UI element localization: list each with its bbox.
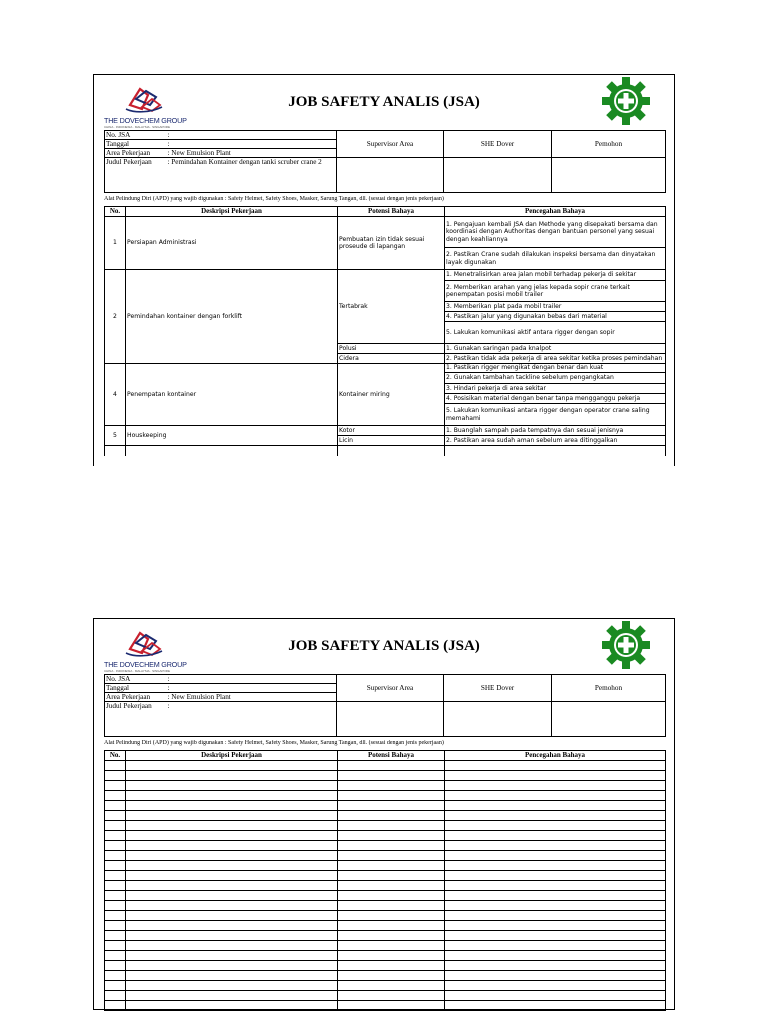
step-description: Penempatan kontainer xyxy=(126,364,338,426)
jsa-form-filled xyxy=(93,74,675,466)
step-number-input[interactable] xyxy=(105,971,126,981)
step-description-input[interactable] xyxy=(126,981,338,991)
column-header: Pencegahan Bahaya xyxy=(445,751,666,761)
step-description-input[interactable] xyxy=(126,821,338,831)
field-value-input[interactable]: : New Emulsion Plant xyxy=(167,693,337,702)
column-header: Deskripsi Pekerjaan xyxy=(126,751,338,761)
control-measure-input[interactable] xyxy=(445,1001,666,1011)
control-measure-input[interactable] xyxy=(445,931,666,941)
hazard-cell-input[interactable] xyxy=(338,781,445,791)
control-measure-input[interactable] xyxy=(445,831,666,841)
control-measure-input[interactable] xyxy=(445,921,666,931)
form-title: JOB SAFETY ANALIS (JSA) xyxy=(288,638,480,654)
table-row xyxy=(105,891,666,901)
step-description-input[interactable] xyxy=(126,841,338,851)
control-measure-input[interactable] xyxy=(445,991,666,1001)
hazard-cell-input[interactable] xyxy=(338,951,445,961)
step-number-input[interactable] xyxy=(105,811,126,821)
control-measure: 1. Pengajuan kembali JSA dan Methode yang disepakati bersama dan koordinasi dengan Authoritas dengan bantuan personel yang sesuai dengan keahliannya xyxy=(445,217,666,248)
table-row xyxy=(105,851,666,861)
apd-note: Alat Pelindung Diri (APD) yang wajib digunakan : Safety Helmet, Safety Shoes, Masker, Sarung Tangan, dll. (sesuai dengan jenis pekerjaan) xyxy=(104,196,444,202)
signatory-supervisor-label: Supervisor Area xyxy=(337,675,444,702)
control-measure-input[interactable] xyxy=(445,951,666,961)
table-row xyxy=(105,931,666,941)
step-description-input[interactable] xyxy=(126,1001,338,1011)
hazard-cell: Polusi xyxy=(338,344,445,354)
step-description-input[interactable] xyxy=(126,871,338,881)
logo-tagline: CHINA · INDONESIA · MALAYSIA · SINGAPORE xyxy=(104,669,170,673)
control-measure-input[interactable] xyxy=(445,861,666,871)
step-number-input[interactable] xyxy=(105,871,126,881)
control-measure-input[interactable] xyxy=(445,961,666,971)
signature-box-pemohon[interactable] xyxy=(552,158,666,193)
step-description-input[interactable] xyxy=(126,971,338,981)
step-number-input[interactable] xyxy=(105,991,126,1001)
step-description-input[interactable] xyxy=(126,961,338,971)
dovechem-emblem-icon xyxy=(122,629,166,659)
job-steps-table xyxy=(104,206,666,456)
step-number-input[interactable] xyxy=(105,791,126,801)
step-number: 5 xyxy=(105,426,126,446)
table-row xyxy=(105,761,666,771)
step-description-input[interactable] xyxy=(126,801,338,811)
safety-gear-cross-icon xyxy=(601,76,651,126)
step-number-input[interactable] xyxy=(105,891,126,901)
hazard-cell-input[interactable] xyxy=(338,841,445,851)
apd-note: Alat Pelindung Diri (APD) yang wajib digunakan : Safety Helmet, Safety Shoes, Masker, Sarung Tangan, dll. (sesuai dengan jenis pekerjaan) xyxy=(104,740,444,746)
column-header: Pencegahan Bahaya xyxy=(445,207,666,217)
table-row xyxy=(105,871,666,881)
step-description-input[interactable] xyxy=(126,891,338,901)
signature-box-pemohon[interactable] xyxy=(552,702,666,737)
table-row xyxy=(105,781,666,791)
hazard-cell-input[interactable] xyxy=(338,901,445,911)
control-measure-input[interactable] xyxy=(445,871,666,881)
company-logo xyxy=(104,629,194,677)
hazard-cell-input[interactable] xyxy=(338,871,445,881)
hazard-cell-input[interactable] xyxy=(338,941,445,951)
step-description-input[interactable] xyxy=(126,761,338,771)
dovechem-emblem-icon xyxy=(122,85,166,115)
table-row xyxy=(105,811,666,821)
field-value-input[interactable]: : xyxy=(167,131,337,140)
job-steps-table xyxy=(104,750,666,1011)
control-measure-input[interactable] xyxy=(445,761,666,771)
control-measure-input[interactable] xyxy=(445,891,666,901)
step-description-input[interactable] xyxy=(126,991,338,1001)
signatory-pemohon-label: Pemohon xyxy=(552,131,666,158)
field-label: Area Pekerjaan xyxy=(105,149,167,158)
control-measure: 1. Pastikan rigger mengikat dengan benar dan kuat xyxy=(445,364,666,373)
field-value-input[interactable]: : New Emulsion Plant xyxy=(167,149,337,158)
step-description-input[interactable] xyxy=(126,951,338,961)
field-label: Tanggal xyxy=(105,140,167,149)
column-header: Potensi Bahaya xyxy=(338,207,445,217)
step-description-input[interactable] xyxy=(126,901,338,911)
hazard-cell-input[interactable] xyxy=(338,991,445,1001)
hazard-cell-input[interactable] xyxy=(338,921,445,931)
control-measure-input[interactable] xyxy=(445,791,666,801)
control-measure: 4. Pastikan jalur yang digunakan bebas dari material xyxy=(445,312,666,322)
step-description-input[interactable] xyxy=(126,811,338,821)
hazard-cell-input[interactable] xyxy=(338,761,445,771)
column-header: Potensi Bahaya xyxy=(338,751,445,761)
control-measure: 5. Lakukan komunikasi aktif antara rigger dengan sopir xyxy=(445,322,666,344)
control-measure-input[interactable] xyxy=(445,821,666,831)
step-number: 2 xyxy=(105,270,126,364)
signature-box-she[interactable] xyxy=(444,158,552,193)
step-number-input[interactable] xyxy=(105,861,126,871)
hazard-cell-input[interactable] xyxy=(338,821,445,831)
control-measure-input[interactable] xyxy=(445,811,666,821)
table-row xyxy=(105,971,666,981)
table-row xyxy=(105,941,666,951)
company-logo xyxy=(104,85,194,133)
hazard-cell-input[interactable] xyxy=(338,801,445,811)
table-row xyxy=(105,831,666,841)
table-row xyxy=(105,861,666,871)
control-measure: 3. Hindari pekerja di area sekitar xyxy=(445,384,666,394)
safety-gear-cross-icon xyxy=(601,620,651,670)
field-value-input[interactable]: : xyxy=(167,684,337,693)
column-header: Deskripsi Pekerjaan xyxy=(126,207,338,217)
field-label: No. JSA xyxy=(105,131,167,140)
step-description-input[interactable] xyxy=(126,931,338,941)
step-number-input[interactable] xyxy=(105,901,126,911)
step-number-input[interactable] xyxy=(105,801,126,811)
step-number-input[interactable] xyxy=(105,761,126,771)
control-measure: 5. Lakukan komunikasi antara rigger dengan operator crane saling memahami xyxy=(445,404,666,426)
control-measure: 2. Pastikan area sudah aman sebelum area ditinggalkan xyxy=(445,436,666,446)
form-title: JOB SAFETY ANALIS (JSA) xyxy=(288,94,480,110)
hazard-cell: Tertabrak xyxy=(338,270,445,344)
step-description: Persiapan Administrasi xyxy=(126,217,338,270)
form-header-table xyxy=(104,130,666,193)
signatory-pemohon-label: Pemohon xyxy=(552,675,666,702)
step-description-input[interactable] xyxy=(126,781,338,791)
control-measure: 1. Menetralisirkan area jalan mobil terhadap pekerja di sekitar xyxy=(445,270,666,281)
step-number-input[interactable] xyxy=(105,961,126,971)
control-measure-input[interactable] xyxy=(445,841,666,851)
control-measure: 2. Gunakan tambahan tackline sebelum pengangkatan xyxy=(445,373,666,384)
step-description-input[interactable] xyxy=(126,881,338,891)
hazard-cell-input[interactable] xyxy=(338,861,445,871)
signatory-she-label: SHE Dover xyxy=(444,131,552,158)
table-row xyxy=(105,981,666,991)
control-measure-input[interactable] xyxy=(445,781,666,791)
table-row xyxy=(105,841,666,851)
table-row xyxy=(105,961,666,971)
field-label: Area Pekerjaan xyxy=(105,693,167,702)
hazard-cell: Pembuatan izin tidak sesuai proseude di lapangan xyxy=(338,217,445,270)
field-value-input[interactable]: : xyxy=(167,140,337,149)
logo-brand-text: THE DOVECHEM GROUP xyxy=(104,116,187,125)
signatory-supervisor-label: Supervisor Area xyxy=(337,131,444,158)
control-measure-input[interactable] xyxy=(445,881,666,891)
step-description-input[interactable] xyxy=(126,941,338,951)
hazard-cell-input[interactable] xyxy=(338,971,445,981)
table-row xyxy=(105,801,666,811)
form-header-table xyxy=(104,674,666,737)
hazard-cell-input[interactable] xyxy=(338,791,445,801)
table-row xyxy=(105,881,666,891)
hazard-cell-input[interactable] xyxy=(338,911,445,921)
signature-box-she[interactable] xyxy=(444,702,552,737)
table-row xyxy=(105,921,666,931)
signature-box-supervisor[interactable] xyxy=(337,702,444,737)
step-number-input[interactable] xyxy=(105,911,126,921)
step-number: 4 xyxy=(105,364,126,426)
step-description-input[interactable] xyxy=(126,831,338,841)
hazard-cell: Cidera xyxy=(338,354,445,364)
hazard-cell-input[interactable] xyxy=(338,981,445,991)
hazard-cell-input[interactable] xyxy=(338,831,445,841)
step-number-input[interactable] xyxy=(105,771,126,781)
step-number-input[interactable] xyxy=(105,881,126,891)
field-value-input[interactable]: : Pemindahan Kontainer dengan tanki scruber crane 2 xyxy=(167,158,337,193)
control-measure: 3. Memberikan plat pada mobil trailer xyxy=(445,302,666,312)
step-description-input[interactable] xyxy=(126,851,338,861)
step-description: Pemindahan kontainer dengan forklift xyxy=(126,270,338,364)
control-measure: 1. Buanglah sampah pada tempatnya dan sesuai jenisnya xyxy=(445,426,666,436)
control-measure-input[interactable] xyxy=(445,971,666,981)
step-number: 1 xyxy=(105,217,126,270)
signatory-she-label: SHE Dover xyxy=(444,675,552,702)
step-number-input[interactable] xyxy=(105,841,126,851)
step-description-input[interactable] xyxy=(126,861,338,871)
step-description-input[interactable] xyxy=(126,791,338,801)
step-number-input[interactable] xyxy=(105,831,126,841)
table-row xyxy=(105,901,666,911)
table-row xyxy=(105,911,666,921)
hazard-cell-input[interactable] xyxy=(338,1001,445,1011)
step-number-input[interactable] xyxy=(105,921,126,931)
step-number-input[interactable] xyxy=(105,821,126,831)
control-measure-input[interactable] xyxy=(445,941,666,951)
logo-brand-text: THE DOVECHEM GROUP xyxy=(104,660,187,669)
step-number-input[interactable] xyxy=(105,981,126,991)
control-measure: 2. Pastikan Crane sudah dilakukan inspeksi bersama dan dinyatakan layak digunakan xyxy=(445,248,666,270)
hazard-cell-input[interactable] xyxy=(338,931,445,941)
control-measure-input[interactable] xyxy=(445,981,666,991)
signature-box-supervisor[interactable] xyxy=(337,158,444,193)
step-number-input[interactable] xyxy=(105,931,126,941)
hazard-cell: Kontainer miring xyxy=(338,364,445,426)
control-measure-input[interactable] xyxy=(445,911,666,921)
hazard-cell-input[interactable] xyxy=(338,811,445,821)
step-number-input[interactable] xyxy=(105,851,126,861)
step-description: Houskeeping xyxy=(126,426,338,446)
hazard-cell-input[interactable] xyxy=(338,891,445,901)
field-label: Tanggal xyxy=(105,684,167,693)
control-measure: 4. Posisikan material dengan benar tanpa mengganggu pekerja xyxy=(445,394,666,404)
control-measure-input[interactable] xyxy=(445,901,666,911)
control-measure: 2. Memberikan arahan yang jelas kepada sopir crane terkait penempatan posisi mobil trailer xyxy=(445,281,666,302)
hazard-cell-input[interactable] xyxy=(338,881,445,891)
field-label: No. JSA xyxy=(105,675,167,684)
control-measure-input[interactable] xyxy=(445,851,666,861)
step-description-input[interactable] xyxy=(126,921,338,931)
control-measure-input[interactable] xyxy=(445,801,666,811)
field-label: Judul Pekerjaan xyxy=(105,158,167,193)
table-row xyxy=(105,791,666,801)
step-number-input[interactable] xyxy=(105,1001,126,1011)
hazard-cell: Licin xyxy=(338,436,445,446)
step-number-input[interactable] xyxy=(105,781,126,791)
hazard-cell-input[interactable] xyxy=(338,851,445,861)
table-row xyxy=(105,821,666,831)
column-header: No. xyxy=(105,751,126,761)
control-measure-input[interactable] xyxy=(445,771,666,781)
table-row xyxy=(105,1001,666,1011)
hazard-cell-input[interactable] xyxy=(338,961,445,971)
table-row xyxy=(105,771,666,781)
table-row xyxy=(105,951,666,961)
control-measure: 2. Pastikan tidak ada pekerja di area sekitar ketika proses pemindahan xyxy=(445,354,666,364)
logo-tagline: CHINA · INDONESIA · MALAYSIA · SINGAPORE xyxy=(104,125,170,129)
step-number-input[interactable] xyxy=(105,951,126,961)
table-row xyxy=(105,991,666,1001)
step-number-input[interactable] xyxy=(105,941,126,951)
field-label: Judul Pekerjaan xyxy=(105,702,167,737)
field-value-input[interactable]: : xyxy=(167,675,337,684)
step-description-input[interactable] xyxy=(126,771,338,781)
hazard-cell-input[interactable] xyxy=(338,771,445,781)
hazard-cell: Kotor xyxy=(338,426,445,436)
field-value-input[interactable]: : xyxy=(167,702,337,737)
control-measure: 1. Gunakan saringan pada knalpot xyxy=(445,344,666,354)
step-description-input[interactable] xyxy=(126,911,338,921)
jsa-form-blank xyxy=(93,618,675,1010)
column-header: No. xyxy=(105,207,126,217)
